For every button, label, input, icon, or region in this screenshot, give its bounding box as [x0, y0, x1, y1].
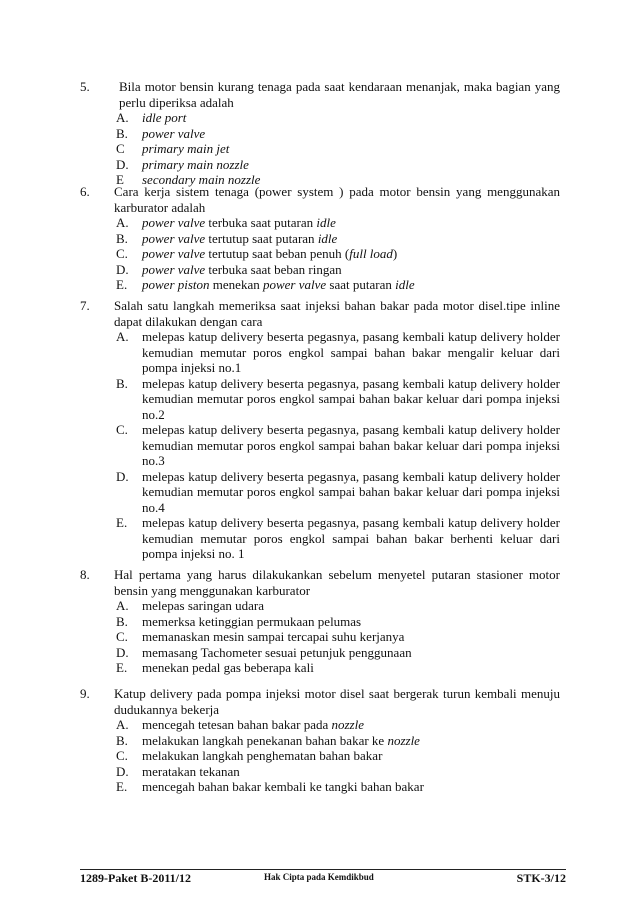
text-fragment: tertutup saat putaran — [205, 230, 318, 246]
text-fragment: Cara kerja sistem tenaga (power system ) pada motor bensin yang menggunakan karburator adalah — [114, 184, 560, 215]
option-text — [142, 748, 560, 764]
option-letter: D. — [116, 644, 129, 660]
option-letter: E. — [116, 515, 128, 530]
text-fragment: menekan — [209, 277, 263, 292]
option-letter: D. — [116, 468, 129, 484]
question-8 — [80, 567, 560, 676]
option-text — [142, 262, 560, 278]
option-text — [142, 376, 560, 423]
option-text — [142, 779, 560, 795]
answer-options — [116, 598, 560, 676]
option-text — [142, 329, 560, 376]
option-letter: B. — [116, 125, 128, 141]
text-fragment: melakukan langkah penekanan bahan bakar ke — [142, 732, 388, 748]
footer-page-number: STK-3/12 — [516, 871, 566, 885]
italic-term: idle — [316, 215, 336, 230]
option-text — [142, 277, 560, 293]
answer-option — [116, 629, 560, 645]
text-fragment: tertutup saat beban penuh ( — [205, 246, 350, 261]
page-footer — [80, 869, 566, 886]
question-number: 8. — [80, 567, 90, 582]
italic-term: power piston — [142, 277, 210, 292]
text-fragment: melepas katup delivery beserta pegasnya, pasang kembali katup delivery holder kemudian memutar poros engkol sampai bahan bakar berhenti keluar dari pompa injeksi no. 1 — [142, 515, 560, 561]
answer-options — [116, 110, 560, 188]
option-letter: E — [116, 172, 124, 187]
question-stem — [80, 184, 560, 215]
italic-term: power valve — [262, 277, 327, 292]
question-stem — [80, 686, 560, 717]
option-text — [142, 717, 560, 733]
text-fragment: melepas katup delivery beserta pegasnya, pasang kembali katup delivery holder kemudian memutar poros engkol sampai bahan bakar mengalir keluar dari pompa injeksi no.1 — [142, 329, 560, 375]
question-number: 9. — [80, 686, 90, 701]
footer-copyright: Hak Cipta pada Kemdikbud — [264, 872, 374, 882]
answer-option — [116, 469, 560, 516]
option-letter: C. — [116, 629, 128, 644]
option-letter: B. — [116, 732, 128, 748]
footer-package-code: 1289-Paket B-2011/12 — [80, 871, 191, 885]
option-text — [142, 515, 560, 562]
option-text — [142, 246, 560, 262]
question-number: 7. — [80, 298, 90, 313]
question-text — [114, 184, 560, 215]
question-text — [119, 79, 560, 110]
option-text — [142, 660, 560, 676]
answer-option — [116, 246, 560, 262]
answer-options — [116, 215, 560, 293]
option-letter: B. — [116, 230, 128, 246]
answer-option — [116, 515, 560, 562]
answer-option — [116, 748, 560, 764]
option-letter: A. — [116, 598, 129, 613]
option-letter: B. — [116, 375, 128, 391]
text-fragment: meratakan tekanan — [142, 763, 240, 779]
option-text — [142, 764, 560, 780]
option-text — [142, 157, 560, 173]
text-fragment: melakukan langkah penghematan bahan bakar — [142, 748, 383, 763]
option-text — [142, 141, 560, 157]
option-text — [142, 215, 560, 231]
option-text — [142, 629, 560, 645]
text-fragment: memerksa ketinggian permukaan pelumas — [142, 613, 362, 629]
option-text — [142, 598, 560, 614]
answer-option — [116, 717, 560, 733]
option-text — [142, 469, 560, 516]
italic-term: power valve — [142, 125, 206, 141]
option-text — [142, 126, 560, 142]
option-letter: A. — [116, 110, 129, 125]
text-fragment: mencegah tetesan bahan bakar pada — [142, 717, 332, 732]
question-6 — [80, 184, 560, 293]
option-letter: D. — [116, 261, 129, 277]
option-text — [142, 110, 560, 126]
italic-term: power valve — [142, 230, 206, 246]
text-fragment: memasang Tachometer sesuai petunjuk penggunaan — [142, 644, 412, 660]
option-letter: C. — [116, 246, 128, 261]
text-fragment: melepas saringan udara — [142, 598, 265, 613]
option-letter: E. — [116, 277, 128, 292]
option-letter: B. — [116, 613, 128, 629]
text-fragment: melepas katup delivery beserta pegasnya, pasang kembali katup delivery holder kemudian memutar poros engkol sampai bahan bakar keluar dari pompa injeksi no.3 — [142, 422, 560, 468]
option-letter: C — [116, 141, 125, 156]
text-fragment: terbuka saat putaran — [205, 215, 317, 230]
italic-term: idle — [317, 230, 338, 246]
answer-option — [116, 215, 560, 231]
option-letter: A. — [116, 215, 129, 230]
answer-option — [116, 614, 560, 630]
answer-option — [116, 733, 560, 749]
text-fragment: melepas katup delivery beserta pegasnya, pasang kembali katup delivery holder kemudian memutar poros engkol sampai bahan bakar keluar dari pompa injeksi no.4 — [142, 468, 560, 515]
answer-option — [116, 779, 560, 795]
answer-option — [116, 764, 560, 780]
question-text — [114, 567, 560, 598]
italic-term: power valve — [142, 246, 206, 261]
option-letter: E. — [116, 660, 128, 675]
answer-option — [116, 262, 560, 278]
answer-option — [116, 422, 560, 469]
question-7 — [80, 298, 560, 562]
answer-option — [116, 157, 560, 173]
option-text — [142, 422, 560, 469]
answer-option — [116, 376, 560, 423]
text-fragment: Bila motor bensin kurang tenaga pada saat kendaraan menanjak, maka bagian yang perlu diperiksa adalah — [119, 79, 560, 110]
question-number: 6. — [80, 184, 90, 199]
answer-options — [116, 329, 560, 562]
italic-term: idle port — [142, 110, 187, 125]
option-letter: C. — [116, 422, 128, 437]
option-text — [142, 645, 560, 661]
text-fragment: Hal pertama yang harus dilakukankan sebelum menyetel putaran stasioner motor bensin yang menggunakan karburator — [114, 567, 560, 598]
answer-option — [116, 277, 560, 293]
text-fragment: memanaskan mesin sampai tercapai suhu kerjanya — [142, 629, 405, 644]
answer-option — [116, 141, 560, 157]
answer-option — [116, 598, 560, 614]
answer-option — [116, 660, 560, 676]
option-text — [142, 614, 560, 630]
italic-term: power valve — [142, 261, 206, 277]
answer-option — [116, 645, 560, 661]
answer-options — [116, 717, 560, 795]
question-number: 5. — [80, 79, 90, 94]
option-letter: A. — [116, 329, 129, 344]
question-9 — [80, 686, 560, 795]
question-stem — [80, 567, 560, 598]
italic-term: nozzle — [387, 732, 420, 748]
option-letter: D. — [116, 763, 129, 779]
text-fragment: terbuka saat beban ringan — [205, 261, 342, 277]
italic-term: secondary main nozzle — [142, 172, 261, 187]
option-letter: C. — [116, 748, 128, 763]
italic-term: full load — [349, 246, 393, 261]
question-text — [114, 298, 560, 329]
option-letter: E. — [116, 779, 128, 794]
question-text — [114, 686, 560, 717]
answer-option — [116, 110, 560, 126]
text-fragment: ) — [392, 246, 398, 261]
question-stem — [80, 298, 560, 329]
question-stem — [80, 79, 560, 110]
option-letter: D. — [116, 156, 129, 172]
italic-term: power valve — [142, 215, 206, 230]
text-fragment: mencegah bahan bakar kembali ke tangki bahan bakar — [142, 779, 424, 794]
text-fragment: saat putaran — [326, 277, 396, 292]
text-fragment: menekan pedal gas beberapa kali — [142, 660, 314, 675]
option-text — [142, 733, 560, 749]
answer-option — [116, 231, 560, 247]
italic-term: primary main jet — [142, 141, 230, 156]
text-fragment: melepas katup delivery beserta pegasnya, pasang kembali katup delivery holder kemudian memutar poros engkol sampai bahan bakar keluar dari pompa injeksi no.2 — [142, 375, 560, 422]
text-fragment: Salah satu langkah memeriksa saat injeksi bahan bakar pada motor disel.tipe inline dapat dilakukan dengan cara — [114, 298, 560, 329]
italic-term: primary main nozzle — [142, 156, 249, 172]
answer-option — [116, 329, 560, 376]
italic-term: nozzle — [331, 717, 364, 732]
option-letter: A. — [116, 717, 129, 732]
answer-option — [116, 126, 560, 142]
question-5 — [80, 79, 560, 188]
italic-term: idle — [395, 277, 415, 292]
option-text — [142, 231, 560, 247]
text-fragment: Katup delivery pada pompa injeksi motor disel saat bergerak turun kembali menuju dudukannya bekerja — [114, 686, 560, 717]
